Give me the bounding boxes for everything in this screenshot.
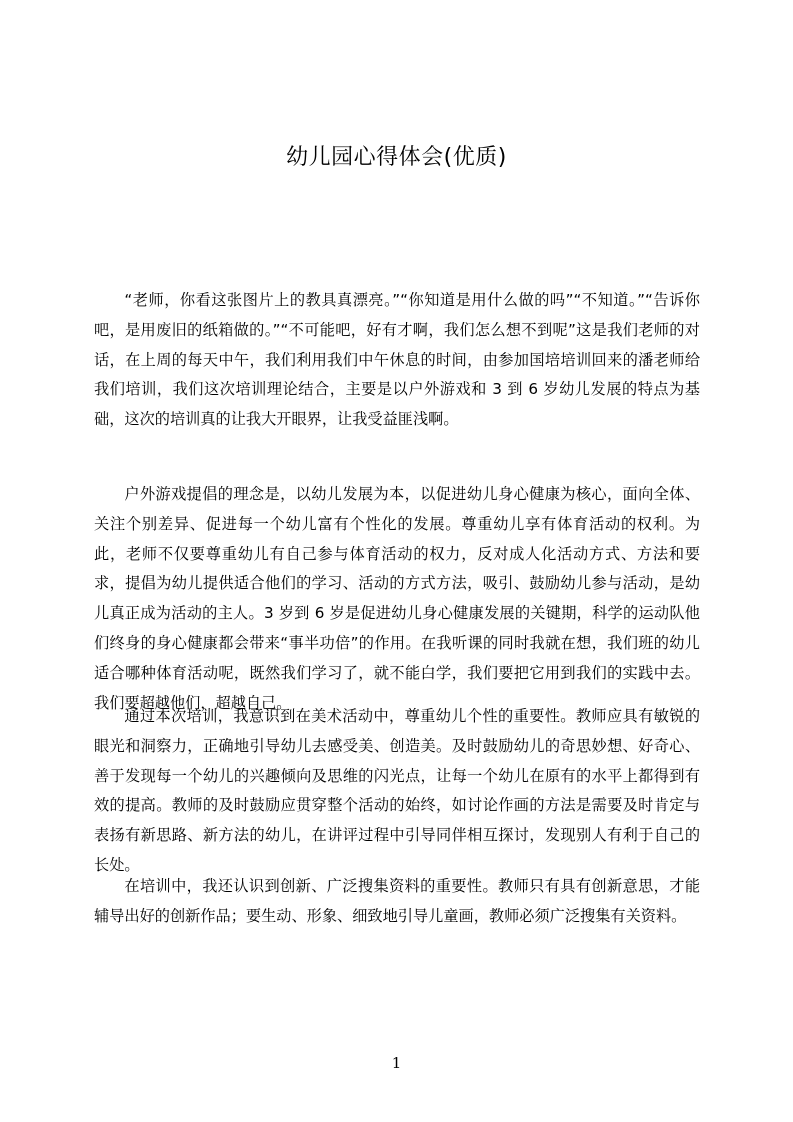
document-title: 幼儿园心得体会(优质) [286,145,507,170]
paragraph-1: “老师，你看这张图片上的教具真漂亮。”“你知道是用什么做的吗”“不知道。”“告诉你吧，是用废旧的纸箱做的。”“不可能吧，好有才啊，我们怎么想不到呢”这是我们老师的对话，在上周的每天中午，我们利用我们中午休息的时间，由参加国培培训回来的潘老师给我们培训，我们这次培训理论结合，主要是以户外游戏和 3 到 6 岁幼儿发展的特点为基础，这次的培训真的让我大开眼界，让我受益匪浅啊。 [94,291,700,429]
paragraph-3: 通过本次培训，我意识到在美术活动中，尊重幼儿个性的重要性。教师应具有敏锐的眼光和洞察力，正确地引导幼儿去感受美、创造美。及时鼓励幼儿的奇思妙想、好奇心、善于发现每一个幼儿的兴趣倾向及思维的闪光点，让每一个幼儿在原有的水平上都得到有效的提高。教师的及时鼓励应贯穿整个活动的始终，如讨论作画的方法是需要及时肯定与表扬有新思路、新方法的幼儿，在讲评过程中引导同伴相互探讨，发现别人有利于自己的长处。 [94,707,700,874]
page-number: 1 [391,1054,402,1072]
paragraph-4: 在培训中，我还认识到创新、广泛搜集资料的重要性。教师只有具有创新意思，才能辅导出好的创新作品；要生动、形象、细致地引导儿童画，教师必须广泛搜集有关资料。 [94,877,700,925]
paragraph-2: 户外游戏提倡的理念是，以幼儿发展为本，以促进幼儿身心健康为核心，面向全体、关注个别差异、促进每一个幼儿富有个性化的发展。尊重幼儿享有体育活动的权利。为此，老师不仅要尊重幼儿有自己参与体育活动的权力，反对成人化活动方式、方法和要求，提倡为幼儿提供适合他们的学习、活动的方式方法，吸引、鼓励幼儿参与活动，是幼儿真正成为活动的主人。3 岁到 6 岁是促进幼儿身心健康发展的关键期，科学的运动队他们终身的身心健康都会带来“事半功倍”的作用。在我听课的同时我就在想，我们班的幼儿适合哪种体育活动呢，既然我们学习了，就不能白学，我们要把它用到我们的实践中去。我们要超越他们，超越自己。 [94,485,700,712]
